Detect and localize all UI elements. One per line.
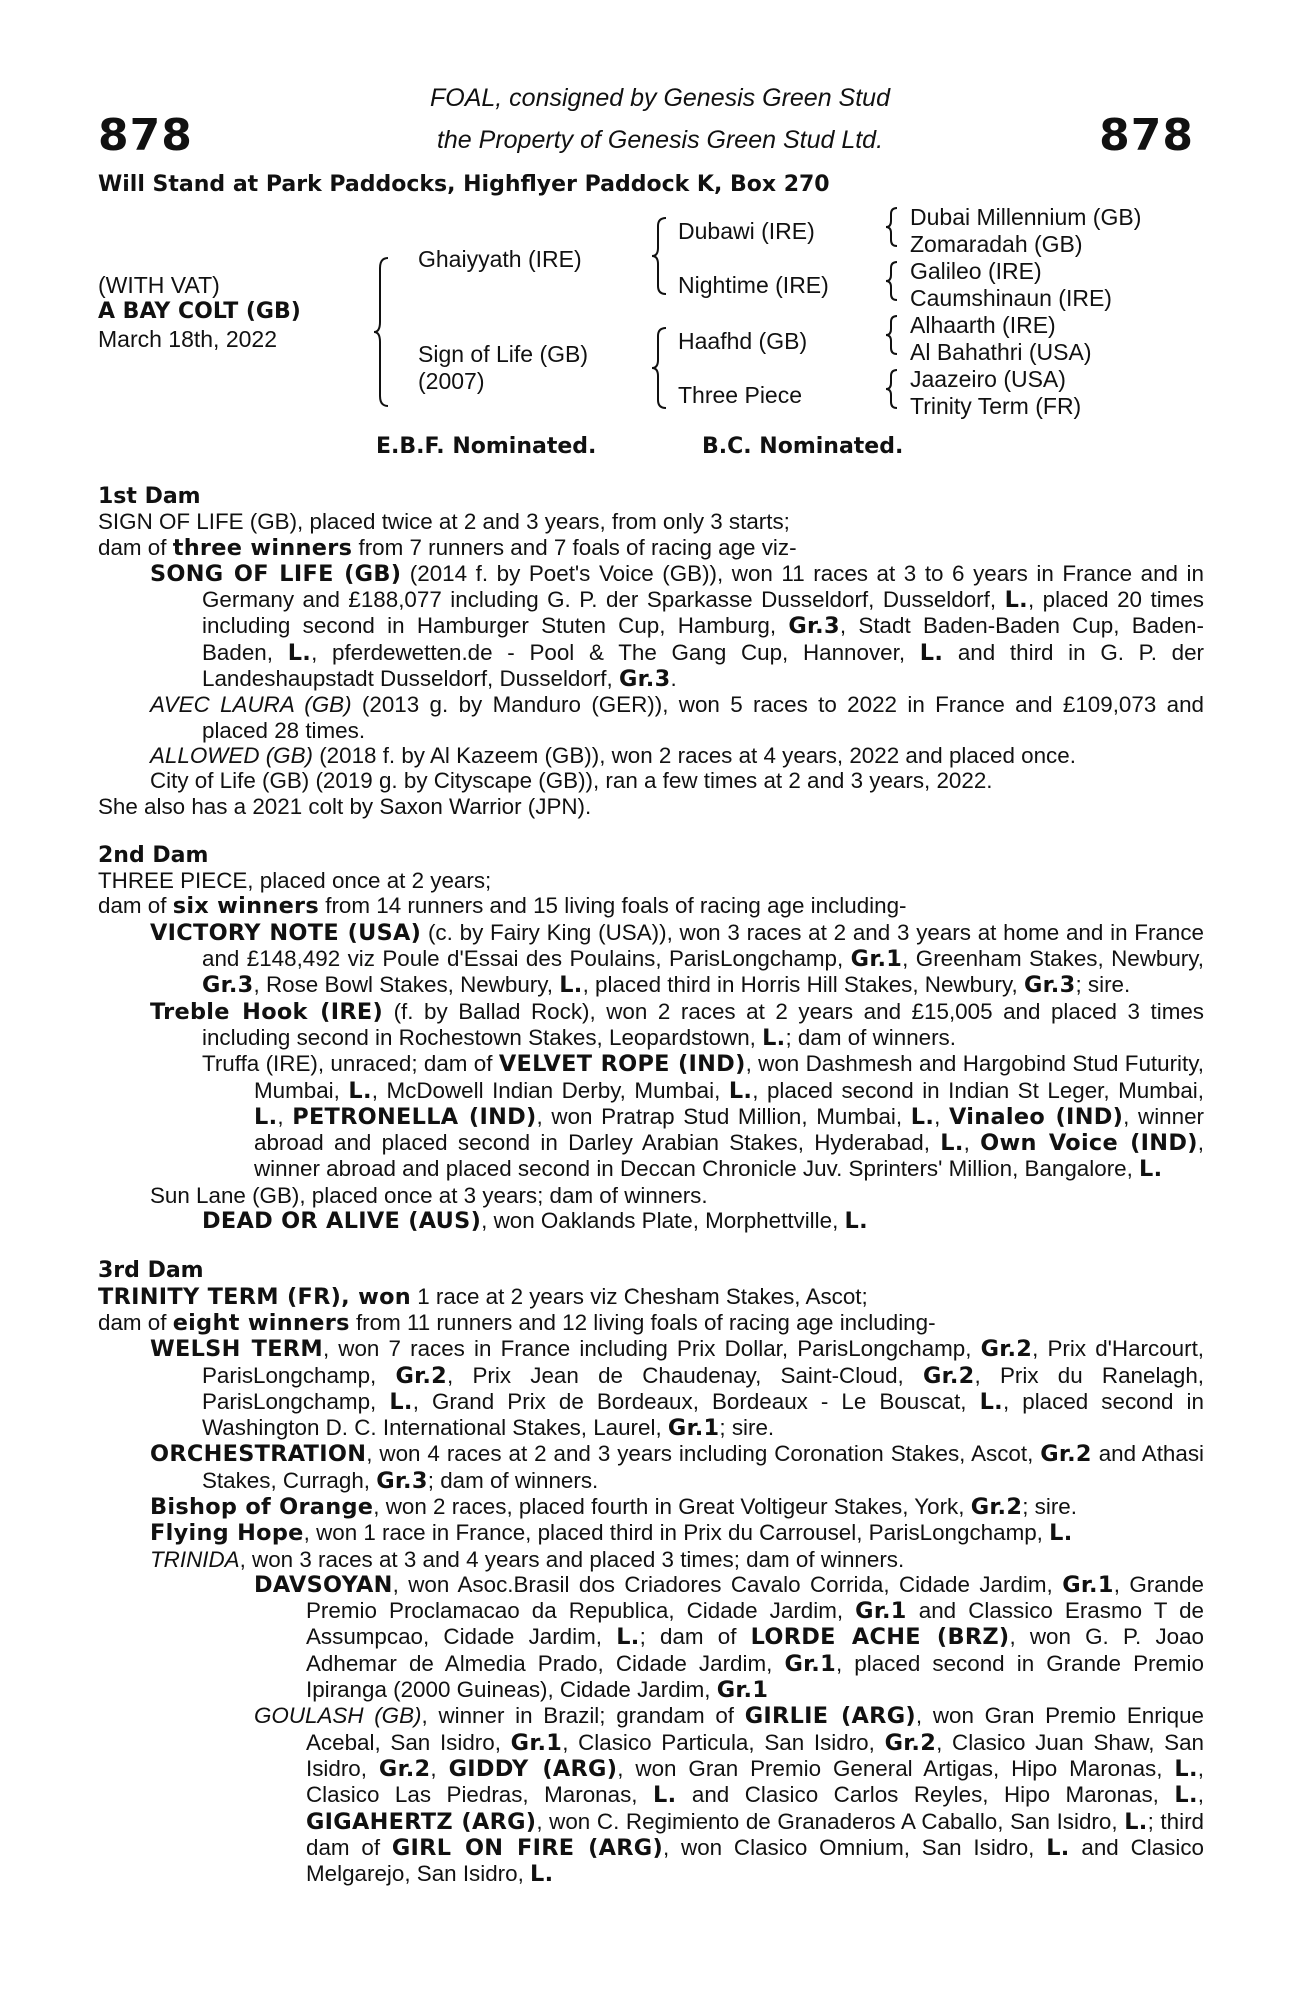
dam-dam: Three Piece (678, 382, 803, 408)
third-dam-produce-intro: dam of eight winners from 11 runners and 12 living foals of racing age including- (98, 1309, 936, 1336)
second-dam-produce-intro: dam of six winners from 14 runners and 15 living foals of racing age including- (98, 893, 907, 920)
pedigree-brace-7 (884, 368, 900, 410)
ancestor-8: Trinity Term (FR) (910, 393, 1082, 419)
produce-flying-hope: Flying Hope, won 1 race in France, placed third in Prix du Carrousel, ParisLongchamp, L. (150, 1520, 1073, 1547)
produce-allowed: ALLOWED (GB) (2018 f. by Al Kazeem (GB)), won 2 races at 4 years, 2022 and placed once. (150, 742, 1076, 768)
vat-note: (WITH VAT) (98, 272, 220, 298)
produce-city-of-life: City of Life (GB) (2019 g. by Cityscape (GB)), ran a few times at 2 and 3 years, 2022. (150, 768, 993, 794)
bc-nominated: B.C. Nominated. (702, 434, 904, 459)
pedigree-brace-3 (650, 326, 670, 410)
pedigree-brace-2 (650, 216, 670, 296)
ebf-nominated: E.B.F. Nominated. (376, 434, 597, 459)
produce-sun-lane: Sun Lane (GB), placed once at 3 years; dam of winners. (150, 1182, 708, 1208)
lot-number-right: 878 (1099, 110, 1194, 161)
dam-year: (2007) (418, 368, 485, 394)
second-dam-heading: 2nd Dam (98, 842, 209, 868)
ancestor-3: Galileo (IRE) (910, 258, 1042, 284)
property-line: the Property of Genesis Green Stud Ltd. (436, 126, 884, 154)
lot-number-left: 878 (98, 110, 193, 161)
produce-dead-or-alive: DEAD OR ALIVE (AUS), won Oaklands Plate, Morphettville, L. (202, 1208, 868, 1235)
third-dam-line: TRINITY TERM (FR), won 1 race at 2 years viz Chesham Stakes, Ascot; (98, 1283, 868, 1310)
first-dam-line: SIGN OF LIFE (GB), placed twice at 2 and 3 years, from only 3 starts; (98, 509, 790, 535)
produce-victory-note: VICTORY NOTE (USA) (c. by Fairy King (USA)), won 3 races at 2 and 3 years at home and in France and £148,492 viz Poule d'Essai des Poulains, ParisLongchamp, Gr.1, Greenham Stakes, Newbury, Gr.3, Rose Bowl Stakes, Newbury, L., placed third in Horris Hill Stakes, Newbury, Gr.3; sire. (150, 919, 1205, 999)
pedigree-brace-5 (884, 260, 900, 302)
sire-dam: Nightime (IRE) (678, 272, 829, 298)
foaling-date: March 18th, 2022 (98, 326, 278, 352)
produce-avec-laura: AVEC LAURA (GB) (2013 g. by Manduro (GER)), won 5 races to 2022 in France and £109,073 and placed 28 times. (150, 692, 1204, 743)
produce-welsh-term: WELSH TERM, won 7 races in France including Prix Dollar, ParisLongchamp, Gr.2, Prix d'Harcourt, ParisLongchamp, Gr.2, Prix Jean de Chaudenay, Saint-Cloud, Gr.2, Prix du Ranelagh, ParisLongchamp, L., Grand Prix de Bordeaux, Bordeaux - Le Bouscat, L., placed second in Washington D. C. International Stakes, Laurel, Gr.1; sire. (150, 1336, 1205, 1442)
dam-name: Sign of Life (GB) (418, 341, 589, 367)
pedigree-brace-6 (884, 314, 900, 356)
produce-goulash: GOULASH (GB), winner in Brazil; grandam of GIRLIE (ARG), won Gran Premio Enrique Acebal, San Isidro, Gr.1, Clasico Particula, San Isidro, Gr.2, Clasico Juan Shaw, San Isidro, Gr.2, GIDDY (ARG), won Gran Premio General Artigas, Hipo Maronas, L., Clasico Las Piedras, Maronas, L. and Clasico Carlos Reyles, Hipo Maronas, L., GIGAHERTZ (ARG), won C. Regimiento de Granaderos A Caballo, San Isidro, L.; third dam of GIRL ON FIRE (ARG), won Clasico Omnium, San Isidro, L. and Clasico Melgarejo, San Isidro, L. (254, 1703, 1205, 1888)
produce-orchestration: ORCHESTRATION, won 4 races at 2 and 3 years including Coronation Stakes, Ascot, Gr.2 and Athasi Stakes, Curragh, Gr.3; dam of winners. (150, 1441, 1204, 1494)
ancestor-7: Jaazeiro (USA) (910, 366, 1066, 392)
third-dam-heading: 3rd Dam (98, 1258, 204, 1284)
produce-2021-colt: She also has a 2021 colt by Saxon Warrior (JPN). (98, 793, 592, 819)
ancestor-4: Caumshinaun (IRE) (910, 285, 1112, 311)
second-dam-line: THREE PIECE, placed once at 2 years; (98, 868, 492, 894)
first-dam-heading: 1st Dam (98, 484, 201, 509)
pedigree-brace-4 (884, 206, 900, 248)
ancestor-5: Alhaarth (IRE) (910, 312, 1056, 338)
ancestor-1: Dubai Millennium (GB) (910, 204, 1142, 230)
produce-trinida: TRINIDA, won 3 races at 3 and 4 years and placed 3 times; dam of winners. (150, 1546, 905, 1572)
stand-line: Will Stand at Park Paddocks, Highflyer Paddock K, Box 270 (98, 172, 830, 197)
sire-sire: Dubawi (IRE) (678, 218, 815, 244)
produce-song-of-life: SONG OF LIFE (GB) (2014 f. by Poet's Voice (GB)), won 11 races at 3 to 6 years in France and in Germany and £188,077 including G. P. der Sparkasse Dusseldorf, Dusseldorf, L., placed 20 times including second in Hamburger Stuten Cup, Hamburg, Gr.3, Stadt Baden-Baden Cup, Baden-Baden, L., pferdewetten.de - Pool & The Gang Cup, Hannover, L. and third in G. P. der Landeshaupstadt Dusseldorf, Dusseldorf, Gr.3. (150, 560, 1204, 693)
first-dam-produce-intro: dam of three winners from 7 runners and 7 foals of racing age viz- (98, 534, 797, 561)
produce-treble-hook: Treble Hook (IRE) (f. by Ballad Rock), won 2 races at 2 years and £15,005 and placed 3 times including second in Rochestown Stakes, Leopardstown, L.; dam of winners. (150, 998, 1204, 1051)
produce-davsoyan: DAVSOYAN, won Asoc.Brasil dos Criadores Cavalo Corrida, Cidade Jardim, Gr.1, Grande Premio Proclamacao da Republica, Cidade Jardim, Gr.1 and Classico Erasmo T de Assumpcao, Cidade Jardim, L.; dam of LORDE ACHE (BRZ), won G. P. Joao Adhemar de Almedia Prado, Cidade Jardim, Gr.1, placed second in Grande Premio Ipiranga (2000 Guineas), Cidade Jardim, Gr.1 (254, 1571, 1205, 1704)
consignor-line: FOAL, consigned by Genesis Green Stud (430, 84, 890, 112)
produce-bishop-of-orange: Bishop of Orange, won 2 races, placed fourth in Great Voltigeur Stakes, York, Gr.2; sire. (150, 1493, 1077, 1520)
ancestor-6: Al Bahathri (USA) (910, 339, 1092, 365)
ancestor-2: Zomaradah (GB) (910, 231, 1083, 257)
produce-truffa: Truffa (IRE), unraced; dam of VELVET ROPE (IND), won Dashmesh and Hargobind Stud Futurity, Mumbai, L., McDowell Indian Derby, Mumbai, L., placed second in Indian St Leger, Mumbai, L., PETRONELLA (IND), won Pratrap Stud Million, Mumbai, L., Vinaleo (IND), winner abroad and placed second in Darley Arabian Stakes, Hyderabad, L., Own Voice (IND), winner abroad and placed second in Deccan Chronicle Juv. Sprinters' Million, Bangalore, L. (202, 1051, 1205, 1183)
dam-sire: Haafhd (GB) (678, 328, 808, 354)
pedigree-brace-1 (372, 256, 392, 408)
catalogue-body (98, 484, 1204, 1887)
sire-name: Ghaiyyath (IRE) (418, 246, 582, 272)
horse-name: A BAY COLT (GB) (98, 299, 301, 324)
